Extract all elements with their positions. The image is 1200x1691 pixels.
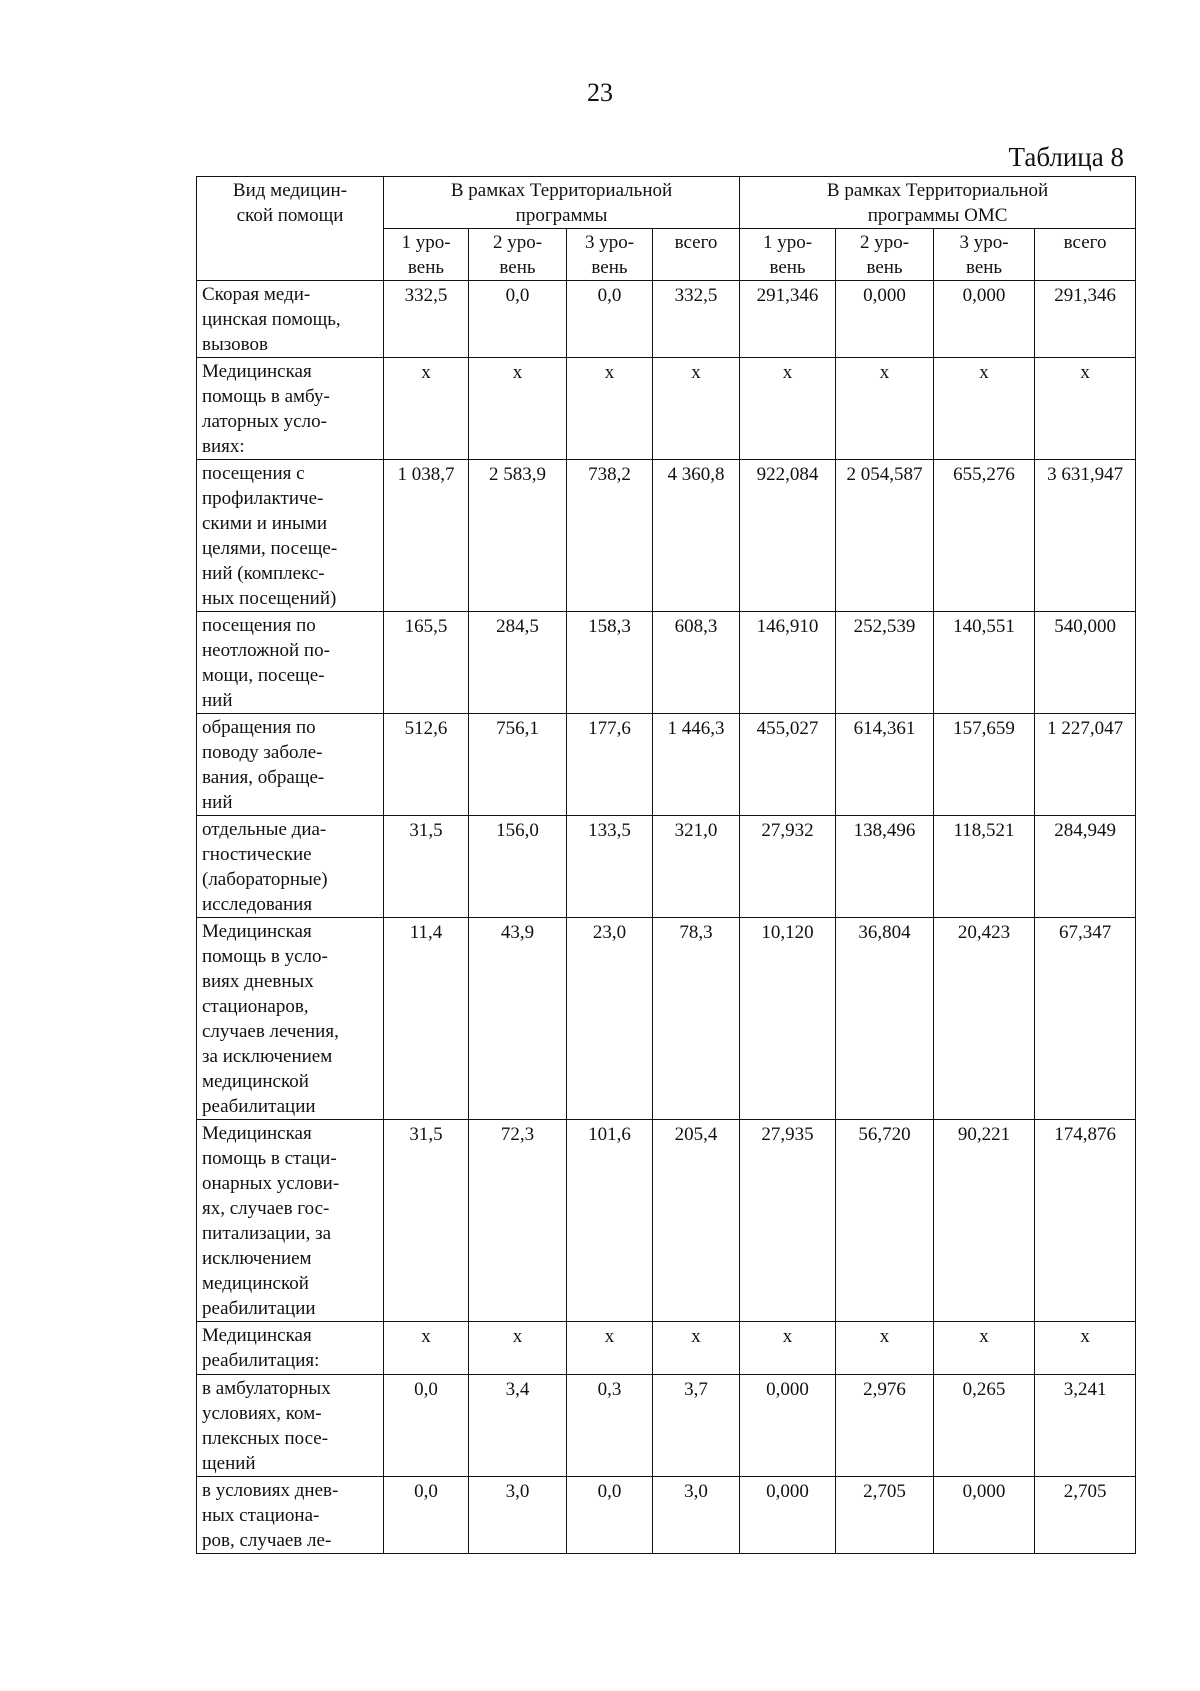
text-line: В рамках Территориальной xyxy=(450,180,673,201)
table-cell: 922,084 xyxy=(740,460,836,612)
text-line: целями, посеще- xyxy=(202,538,338,559)
table-row xyxy=(197,816,1136,918)
text-line: медицинской xyxy=(202,1273,309,1294)
table-cell: 31,5 xyxy=(384,1120,469,1322)
data-table xyxy=(196,176,1136,1554)
table-cell: 284,5 xyxy=(469,612,567,714)
text-line: щений xyxy=(202,1453,256,1474)
table-cell: 512,6 xyxy=(384,714,469,816)
table-cell: 4 360,8 xyxy=(653,460,740,612)
row-label xyxy=(197,1477,384,1554)
text-line: неотложной по- xyxy=(202,640,330,661)
table-cell: 2,705 xyxy=(1035,1477,1136,1554)
text-line: вень xyxy=(965,257,1003,278)
text-line: поводу заболе- xyxy=(202,742,323,763)
text-line: обращения по xyxy=(202,717,316,738)
header-group-2 xyxy=(740,177,1136,229)
text-line: питализации, за xyxy=(202,1223,332,1244)
table-cell: 23,0 xyxy=(567,918,653,1120)
table-cell: 3,0 xyxy=(653,1477,740,1554)
table-cell: 2 054,587 xyxy=(836,460,934,612)
text-line: ний xyxy=(202,792,233,813)
row-label xyxy=(197,714,384,816)
row-label xyxy=(197,1322,384,1375)
text-line: помощь в стаци- xyxy=(202,1148,337,1169)
table-cell: 3,0 xyxy=(469,1477,567,1554)
text-line: всего xyxy=(1063,232,1107,253)
table-cell: 738,2 xyxy=(567,460,653,612)
row-label xyxy=(197,1375,384,1477)
text-line: Медицинская xyxy=(202,1123,312,1144)
header-level xyxy=(653,229,740,281)
table-cell: 78,3 xyxy=(653,918,740,1120)
table-cell: 0,3 xyxy=(567,1375,653,1477)
text-line: случаев лечения, xyxy=(202,1021,339,1042)
table-cell: х xyxy=(384,1322,469,1375)
text-line: 3 уро- xyxy=(584,232,635,253)
table-caption: Таблица 8 xyxy=(1008,142,1124,172)
table-cell: 43,9 xyxy=(469,918,567,1120)
text-line: реабилитация: xyxy=(202,1350,320,1371)
text-line: профилактиче- xyxy=(202,488,324,509)
table-cell: 332,5 xyxy=(384,281,469,358)
text-line: 1 уро- xyxy=(763,232,813,253)
text-line: Медицинская xyxy=(202,921,312,942)
text-line: Медицинская xyxy=(202,361,312,382)
table-row xyxy=(197,281,1136,358)
table-cell: 56,720 xyxy=(836,1120,934,1322)
table-cell: 133,5 xyxy=(567,816,653,918)
text-line: стационаров, xyxy=(202,996,309,1017)
table-cell: 3 631,947 xyxy=(1035,460,1136,612)
text-line: программы xyxy=(515,205,608,226)
text-line: помощь в амбу- xyxy=(202,386,330,407)
text-line: вень xyxy=(769,257,806,278)
text-line: условиях, ком- xyxy=(202,1403,322,1424)
row-label xyxy=(197,918,384,1120)
header-row-groups xyxy=(197,177,1136,229)
table-cell: 3,4 xyxy=(469,1375,567,1477)
table-cell: 27,935 xyxy=(740,1120,836,1322)
table-row xyxy=(197,460,1136,612)
text-line: за исключением xyxy=(202,1046,333,1067)
text-line: реабилитации xyxy=(202,1298,316,1319)
text-line: виях дневных xyxy=(202,971,314,992)
table-cell: 2,976 xyxy=(836,1375,934,1477)
row-label xyxy=(197,816,384,918)
table-cell: 36,804 xyxy=(836,918,934,1120)
table-row xyxy=(197,358,1136,460)
table-cell: 321,0 xyxy=(653,816,740,918)
table-cell: 146,910 xyxy=(740,612,836,714)
table-cell: 140,551 xyxy=(934,612,1035,714)
text-line: цинская помощь, xyxy=(202,309,341,330)
text-line: ний xyxy=(202,690,233,711)
table-cell: 252,539 xyxy=(836,612,934,714)
table-cell: 1 227,047 xyxy=(1035,714,1136,816)
table-cell: 0,000 xyxy=(836,281,934,358)
text-line: ний (комплекс- xyxy=(202,563,325,584)
table-cell: 11,4 xyxy=(384,918,469,1120)
table-cell: 540,000 xyxy=(1035,612,1136,714)
table-cell: 101,6 xyxy=(567,1120,653,1322)
text-line: (лабораторные) xyxy=(202,869,328,890)
table-cell: 138,496 xyxy=(836,816,934,918)
row-label xyxy=(197,358,384,460)
text-line: вызовов xyxy=(202,334,268,355)
table-cell: 3,241 xyxy=(1035,1375,1136,1477)
header-group-1 xyxy=(384,177,740,229)
row-label xyxy=(197,612,384,714)
table-cell: х xyxy=(836,358,934,460)
table-cell: 291,346 xyxy=(740,281,836,358)
table-cell: 72,3 xyxy=(469,1120,567,1322)
text-line: ров, случаев ле- xyxy=(202,1530,332,1551)
table-cell: 0,0 xyxy=(469,281,567,358)
table-cell: 455,027 xyxy=(740,714,836,816)
text-line: вания, обраще- xyxy=(202,767,325,788)
table-cell: 0,265 xyxy=(934,1375,1035,1477)
table-cell: 67,347 xyxy=(1035,918,1136,1120)
table-cell: 10,120 xyxy=(740,918,836,1120)
table-cell: 0,000 xyxy=(934,1477,1035,1554)
table-cell: 174,876 xyxy=(1035,1120,1136,1322)
table-cell: 608,3 xyxy=(653,612,740,714)
table-cell: 118,521 xyxy=(934,816,1035,918)
table-cell: 0,000 xyxy=(934,281,1035,358)
text-line: всего xyxy=(674,232,718,253)
text-line: помощь в усло- xyxy=(202,946,328,967)
header-level xyxy=(740,229,836,281)
table-cell: 205,4 xyxy=(653,1120,740,1322)
text-line: ской помощи xyxy=(236,205,344,226)
text-line: 3 уро- xyxy=(959,232,1009,253)
table-cell: х xyxy=(1035,1322,1136,1375)
text-line: посещения с xyxy=(202,463,305,484)
table-cell: х xyxy=(653,1322,740,1375)
text-line: виях: xyxy=(202,436,245,457)
table-row xyxy=(197,918,1136,1120)
table-cell: 1 038,7 xyxy=(384,460,469,612)
table-row xyxy=(197,1375,1136,1477)
table-cell: х xyxy=(836,1322,934,1375)
table-cell: 158,3 xyxy=(567,612,653,714)
text-line: онарных услови- xyxy=(202,1173,340,1194)
table-cell: 0,0 xyxy=(384,1477,469,1554)
text-line: в амбулаторных xyxy=(202,1378,331,1399)
row-label xyxy=(197,281,384,358)
text-line: посещения по xyxy=(202,615,316,636)
page-number: 23 xyxy=(587,78,613,107)
table-cell: 2 583,9 xyxy=(469,460,567,612)
table-cell: 177,6 xyxy=(567,714,653,816)
table-cell: 284,949 xyxy=(1035,816,1136,918)
text-line: в условиях днев- xyxy=(202,1480,339,1501)
table-cell: 332,5 xyxy=(653,281,740,358)
text-line: мощи, посеще- xyxy=(202,665,325,686)
table-cell: 165,5 xyxy=(384,612,469,714)
text-line: реабилитации xyxy=(202,1096,316,1117)
header-level xyxy=(836,229,934,281)
table-row xyxy=(197,612,1136,714)
header-level xyxy=(384,229,469,281)
table-cell: 0,0 xyxy=(567,281,653,358)
text-line: исключением xyxy=(202,1248,312,1269)
text-line: медицинской xyxy=(202,1071,309,1092)
table-cell: 1 446,3 xyxy=(653,714,740,816)
row-label xyxy=(197,1120,384,1322)
table-cell: 0,0 xyxy=(384,1375,469,1477)
row-label xyxy=(197,460,384,612)
table-cell: х xyxy=(740,358,836,460)
table-cell: 0,000 xyxy=(740,1375,836,1477)
text-line: ных стациона- xyxy=(202,1505,320,1526)
table-body xyxy=(197,177,1136,1554)
text-line: гностические xyxy=(202,844,312,865)
header-level xyxy=(567,229,653,281)
table-cell: х xyxy=(567,1322,653,1375)
table-cell: х xyxy=(469,1322,567,1375)
text-line: В рамках Территориальной xyxy=(826,180,1049,201)
table-cell: 31,5 xyxy=(384,816,469,918)
text-line: латорных усло- xyxy=(202,411,327,432)
table-cell: 90,221 xyxy=(934,1120,1035,1322)
text-line: Медицинская xyxy=(202,1325,312,1346)
text-line: вень xyxy=(866,257,903,278)
text-line: вень xyxy=(591,257,628,278)
header-level xyxy=(934,229,1035,281)
text-line: плексных посе- xyxy=(202,1428,329,1449)
table-cell: х xyxy=(653,358,740,460)
text-line: вень xyxy=(499,257,536,278)
text-line: Скорая меди- xyxy=(202,284,311,305)
table-cell: 655,276 xyxy=(934,460,1035,612)
text-line: отдельные диа- xyxy=(202,819,327,840)
table-cell: 3,7 xyxy=(653,1375,740,1477)
text-line: ях, случаев гос- xyxy=(202,1198,330,1219)
table-cell: х xyxy=(934,1322,1035,1375)
table-cell: х xyxy=(934,358,1035,460)
table-cell: 614,361 xyxy=(836,714,934,816)
table-cell: 0,0 xyxy=(567,1477,653,1554)
table-cell: х xyxy=(384,358,469,460)
text-line: 2 уро- xyxy=(492,232,543,253)
table-cell: 156,0 xyxy=(469,816,567,918)
text-line: скими и иными xyxy=(202,513,327,534)
header-medical-care-type xyxy=(197,177,384,281)
table-cell: 291,346 xyxy=(1035,281,1136,358)
text-line: ных посещений) xyxy=(202,588,337,609)
header-level xyxy=(469,229,567,281)
table-row xyxy=(197,714,1136,816)
table-cell: х xyxy=(469,358,567,460)
text-line: 2 уро- xyxy=(860,232,910,253)
table-cell: 756,1 xyxy=(469,714,567,816)
table-row xyxy=(197,1477,1136,1554)
table-row xyxy=(197,1120,1136,1322)
text-line: исследования xyxy=(202,894,313,915)
table-row xyxy=(197,1322,1136,1375)
text-line: 1 уро- xyxy=(401,232,451,253)
table-cell: 157,659 xyxy=(934,714,1035,816)
text-line: программы ОМС xyxy=(867,205,1008,226)
table-cell: х xyxy=(1035,358,1136,460)
table-cell: 20,423 xyxy=(934,918,1035,1120)
text-line: Вид медицин- xyxy=(232,180,348,201)
text-line: вень xyxy=(407,257,445,278)
table-cell: 0,000 xyxy=(740,1477,836,1554)
table-cell: 27,932 xyxy=(740,816,836,918)
table-cell: х xyxy=(567,358,653,460)
table-cell: 2,705 xyxy=(836,1477,934,1554)
table-cell: х xyxy=(740,1322,836,1375)
header-level xyxy=(1035,229,1136,281)
